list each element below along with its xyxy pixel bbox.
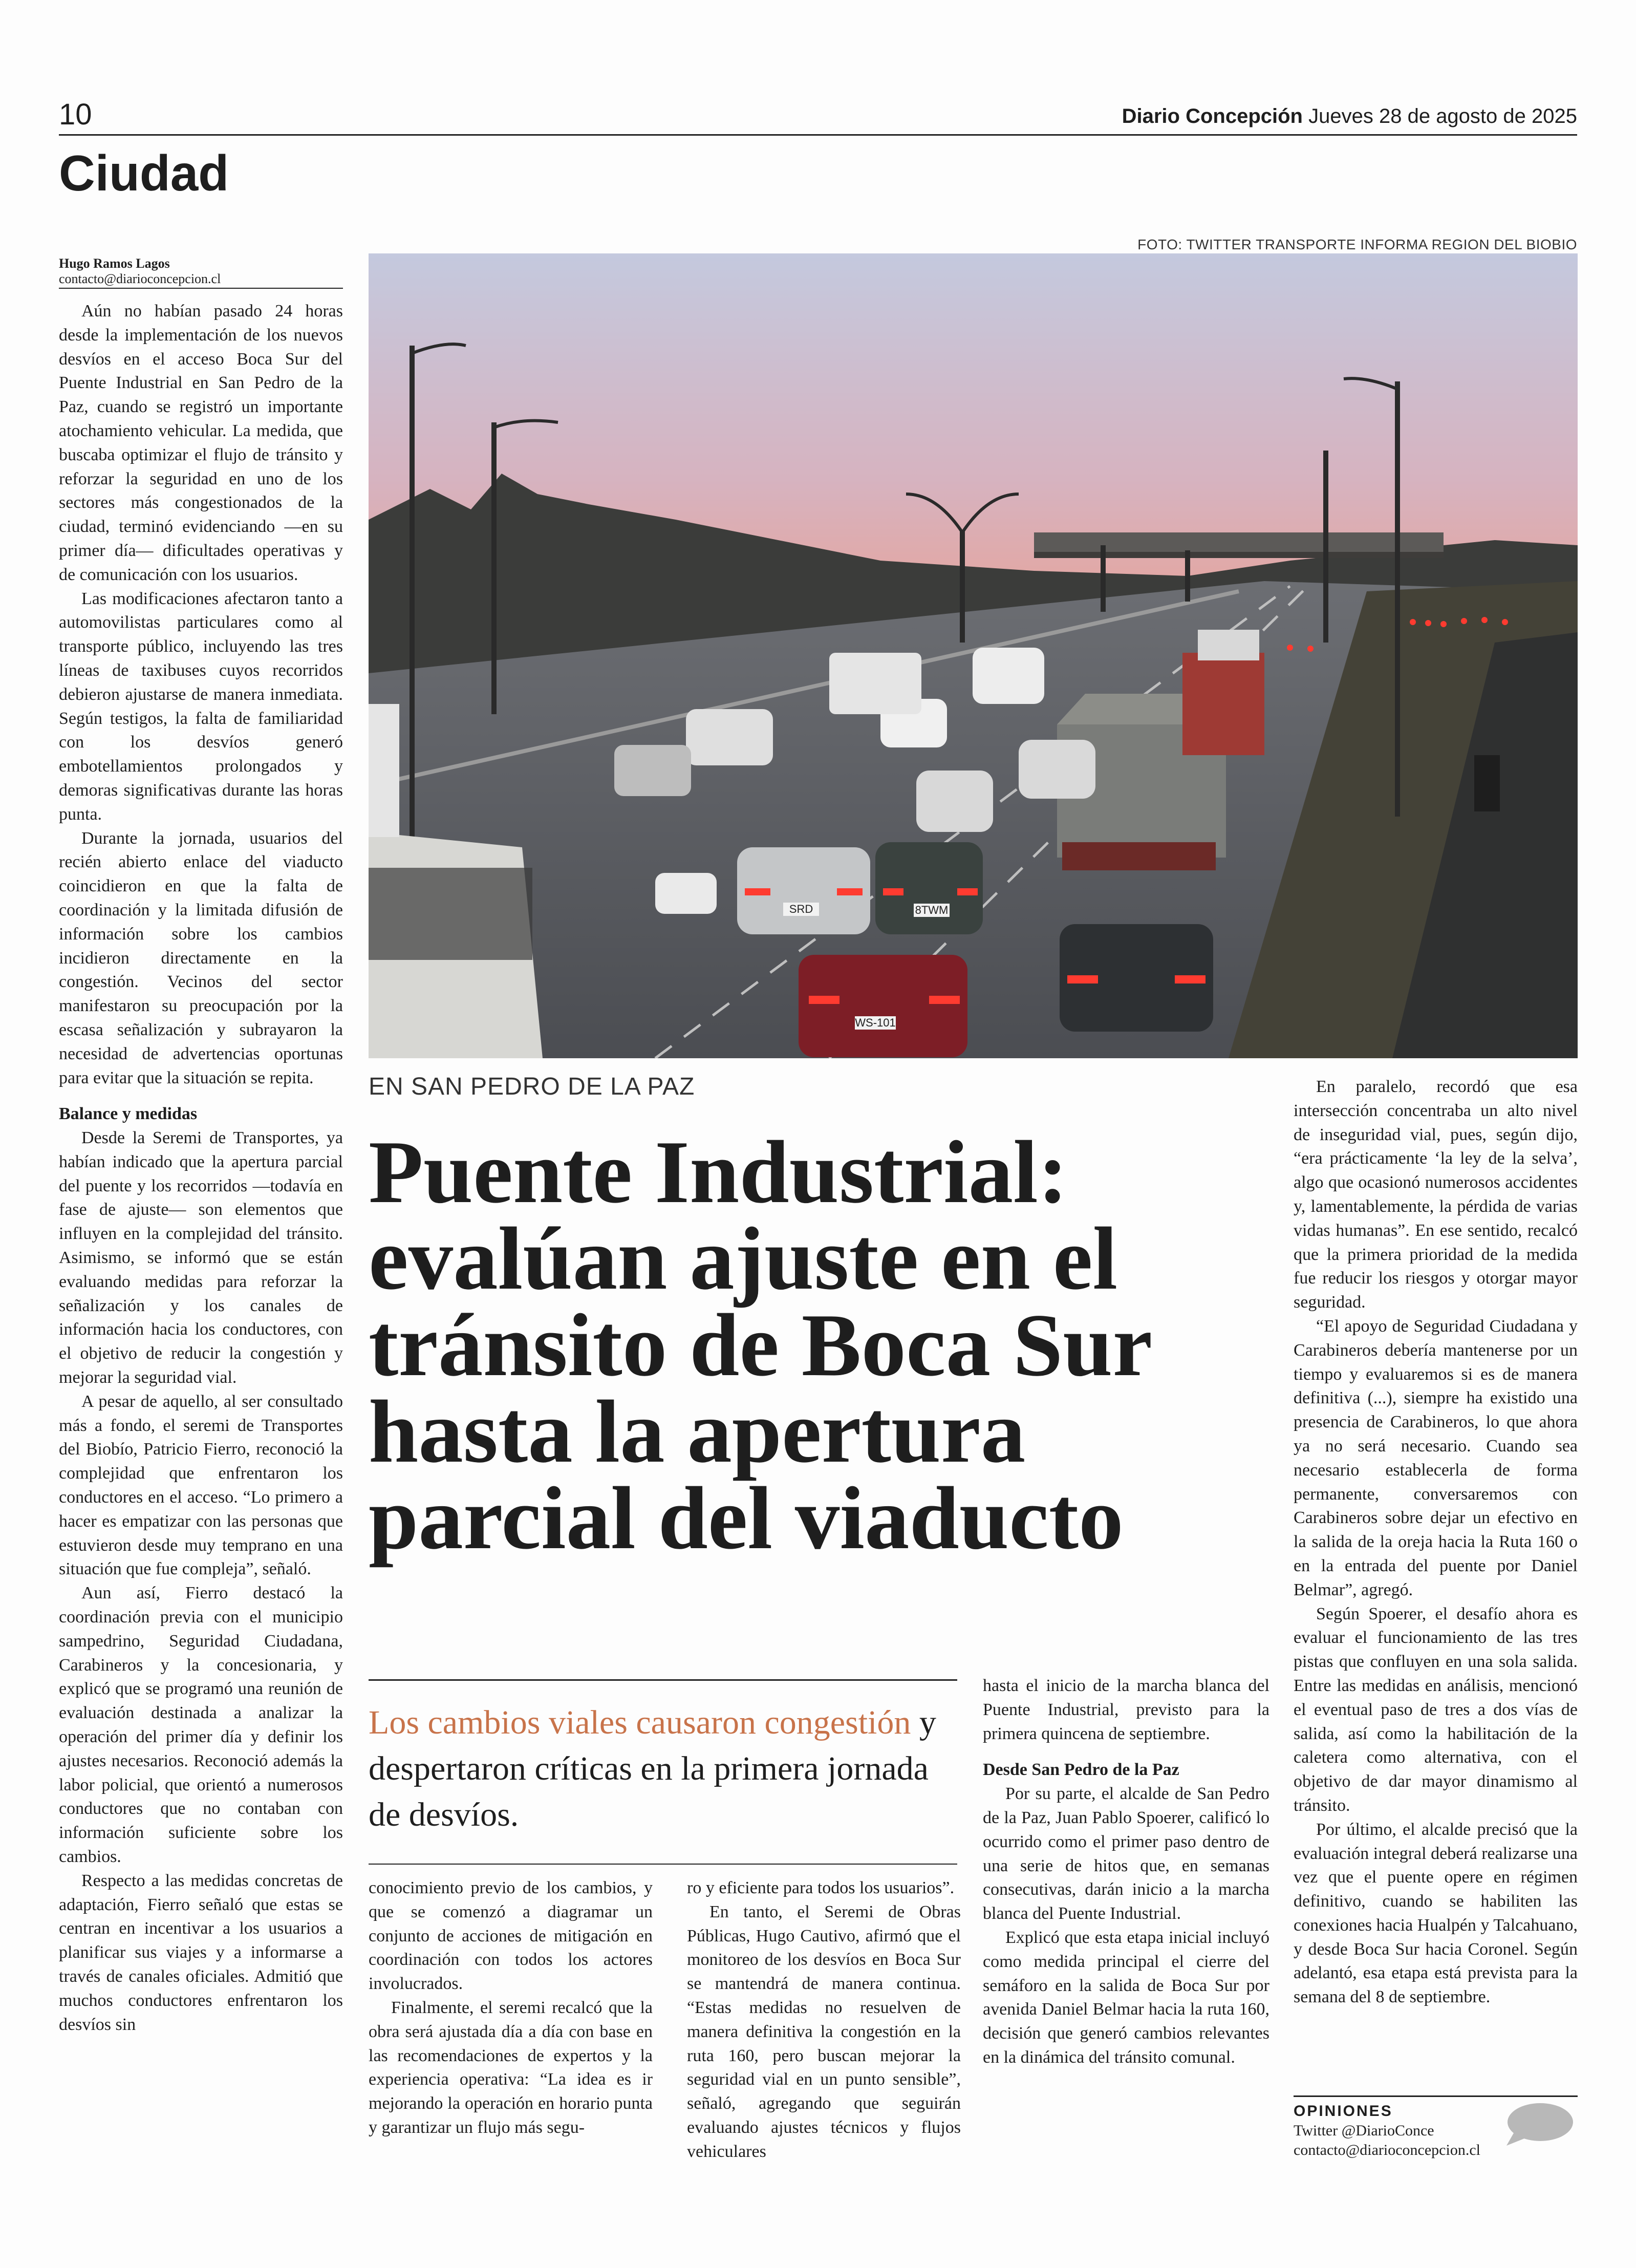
deck-text: y despertaron críticas en la primera jornada de desvíos. (369, 1704, 936, 1833)
page-number: 10 (59, 98, 92, 131)
opinions-email[interactable]: contacto@diarioconcepcion.cl (1294, 2142, 1480, 2158)
section-title: Ciudad (59, 145, 229, 201)
paragraph: Por último, el alcalde precisó que la evaluación integral deberá realizarse una vez que el puente opere en régimen definitivo, cuando se habiliten las conexiones hacia Hualpén y Talcahuano, y desde Boca Sur hacia Coronel. Según adelantó, esa etapa está prevista para la semana del 8 de septiembre. (1294, 1820, 1578, 2007)
opinions-label: OPINIONES (1294, 2103, 1393, 2120)
speech-bubble-icon (1503, 2102, 1574, 2148)
headline-lead: Puente Industrial: (369, 1122, 1068, 1222)
paragraph: conocimiento previo de los cambios, y que se comenzó a diagramar un conjunto de acciones de mitigación en coordinación con todos los actores involucrados. (369, 1878, 653, 1994)
byline-email: contacto@diarioconcepcion.cl (59, 271, 221, 286)
headline (369, 1122, 1264, 1568)
paragraph: Respecto a las medidas concretas de adaptación, Fierro señaló que estas se centran en incentivar a los usuarios a planificar sus viajes y a informarse a través de canales oficiales. Admitió que muchos conductores enfrentaron los desvíos sin (59, 1871, 343, 2034)
byline (59, 256, 343, 287)
paragraph: En tanto, el Seremi de Obras Públicas, Hugo Cautivo, afirmó que el monitoreo de los desvíos en Boca Sur se mantendrá de manera continua. “Estas medidas no resuelven de manera definitiva la congestión en la ruta 160, pero buscan mejorar la seguridad vial en un punto sensible”, señaló, agregando que seguirán evaluando ajustes técnicos y flujos vehiculares (687, 1902, 961, 2161)
paragraph: hasta el inicio de la marcha blanca del Puente Industrial, previsto para la primera quincena de septiembre. (983, 1676, 1269, 1743)
byline-author: Hugo Ramos Lagos (59, 256, 170, 271)
publication-name: Diario Concepción (1122, 105, 1303, 127)
paragraph: Aun así, Fierro destacó la coordinación previa con el municipio sampedrino, Seguridad Ciudadana, Carabineros y la concesionaria, y explicó que se programó una reunión de evaluación destinada a analizar la operación del primer día y definir los ajustes necesarios. Reconoció además la labor policial, que orientó a numerosos conductores que no contaban con información suficiente sobre los cambios. (59, 1584, 343, 1866)
deck-rule (369, 1679, 957, 1681)
headline-rest: evalúan ajuste en el tránsito de Boca Sur hasta la apertura parcial del viaducto (369, 1209, 1151, 1568)
opinions-rule (1294, 2095, 1578, 2097)
article-column-4 (983, 1674, 1269, 2070)
paragraph: Por su parte, el alcalde de San Pedro de la Paz, Juan Pablo Spoerer, calificó lo ocurrido como el primer paso dentro de una serie de hitos que, en semanas consecutivas, darán inicio a la marcha blanca del Puente Industrial. (983, 1784, 1269, 1923)
article-column-3 (687, 1876, 961, 2164)
kicker: EN SAN PEDRO DE LA PAZ (369, 1073, 695, 1100)
article-column-5 (1294, 1075, 1578, 2009)
plate-label: 8TWM (915, 904, 949, 916)
paragraph: Según Spoerer, el desafío ahora es evaluar el funcionamiento de las tres pistas que confluyen en una sola salida. Entre las medidas en análisis, mencionó el eventual paso de tres a dos vías de salida, así como la habilitación de la caletera como alternativa, con el objetivo de dar mayor dinamismo al tránsito. (1294, 1604, 1578, 1815)
article-column-1 (59, 299, 343, 2037)
traffic-photo (369, 253, 1578, 1058)
paragraph: Finalmente, el seremi recalcó que la obra será ajustada día a día con base en las recomendaciones de expertos y la experiencia operativa: “La idea es ir mejorando la operación en horario punta y garantizar un flujo más segu- (369, 1998, 653, 2137)
paragraph: En paralelo, recordó que esa intersección concentraba un alto nivel de inseguridad vial, pues, según dijo, “era prácticamente ‘la ley de la selva’, algo que ocasionó numerosos accidentes y, lamentablemente, la pérdida de varias vidas humanas”. En ese sentido, recalcó que la primera prioridad de la medida fue reducir los riesgos y otorgar mayor seguridad. (1294, 1077, 1578, 1312)
deck (369, 1700, 957, 1838)
header-rule (59, 134, 1577, 136)
deck-highlight: Los cambios viales causaron congestión (369, 1704, 911, 1741)
article-column-2 (369, 1876, 653, 2140)
byline-rule (59, 288, 343, 289)
paragraph: Aún no habían pasado 24 horas desde la implementación de los nuevos desvíos en el acceso Boca Sur del Puente Industrial en San Pedro de la Paz, cuando se registró un importante atochamiento vehicular. La medida, que buscaba optimizar el flujo de tránsito y reforzar la seguridad en uno de los sectores más congestionados de la ciudad, terminó evidenciando —en su primer día— dificultades operativas y de comunicación con los usuarios. (59, 302, 343, 584)
paragraph: A pesar de aquello, al ser consultado más a fondo, el seremi de Transportes del Biobío, Patricio Fierro, reconoció la complejidad que enfrentaron los conductores en el acceso. “Lo primero a hacer es empatizar con las personas que estuvieron desde muy temprano en una situación que fue compleja”, señaló. (59, 1392, 343, 1579)
publication-date: Jueves 28 de agosto de 2025 (1308, 105, 1577, 127)
plate-label: WS-101 (855, 1016, 896, 1029)
paragraph: Las modificaciones afectaron tanto a automovilistas particulares como al transporte público, incluyendo las tres líneas de taxibuses cuyos recorridos debieron ajustarse de manera inmediata. Según testigos, la falta de familiaridad con los desvíos generó embotellamientos prolongados y demoras significativas durante las horas punta. (59, 589, 343, 824)
masthead (1122, 105, 1577, 128)
opinions-twitter[interactable]: Twitter @DiarioConce (1294, 2122, 1434, 2139)
paragraph: Desde la Seremi de Transportes, ya habían indicado que la apertura parcial del puente y los recorridos —todavía en fase de ajuste— son elementos que influyen en la complejidad del tránsito. Asimismo, se informó que se están evaluando medidas para reforzar la señalización y los canales de información hacia los conductores, con el objetivo de reducir la congestión y mejorar la seguridad vial. (59, 1128, 343, 1387)
paragraph: Explicó que esta etapa inicial incluyó como medida principal el cierre del semáforo en la salida de Boca Sur por avenida Daniel Belmar hacia la ruta 160, decisión que generó cambios relevantes en la dinámica del tránsito comunal. (983, 1928, 1269, 2067)
plate-label: SRD (789, 903, 813, 915)
bus (369, 832, 543, 1058)
paragraph: “El apoyo de Seguridad Ciudadana y Carabineros debería mantenerse por un tiempo y evaluaremos si es de manera definitiva (...), siempre ha existido una presencia de Carabineros, lo que ahora ya no será necesario. Cuando sea necesario establecerla de forma permanente, conversaremos con Carabineros sobre dejar un efectivo en la salida de la oreja hacia la Ruta 160 o en la entrada del puente por Daniel Belmar”, agregó. (1294, 1316, 1578, 1599)
paragraph: Durante la jornada, usuarios del recién abierto enlace del viaducto coincidieron en que la falta de coordinación y la limitada difusión de información sobre los cambios incidieron directamente en la congestión. Vecinos del sector manifestaron su preocupación por la escasa señalización y subrayaron la necesidad de advertencias oportunas para evitar que la situación se repita. (59, 828, 343, 1087)
deck-bottom-rule (369, 1864, 957, 1865)
subheading: Desde San Pedro de la Paz (983, 1760, 1179, 1780)
subheading: Balance y medidas (59, 1104, 198, 1124)
photo-credit: FOTO: TWITTER TRANSPORTE INFORMA REGION DEL BIOBIO (1137, 237, 1577, 252)
paragraph: ro y eficiente para todos los usuarios”. (687, 1878, 955, 1897)
